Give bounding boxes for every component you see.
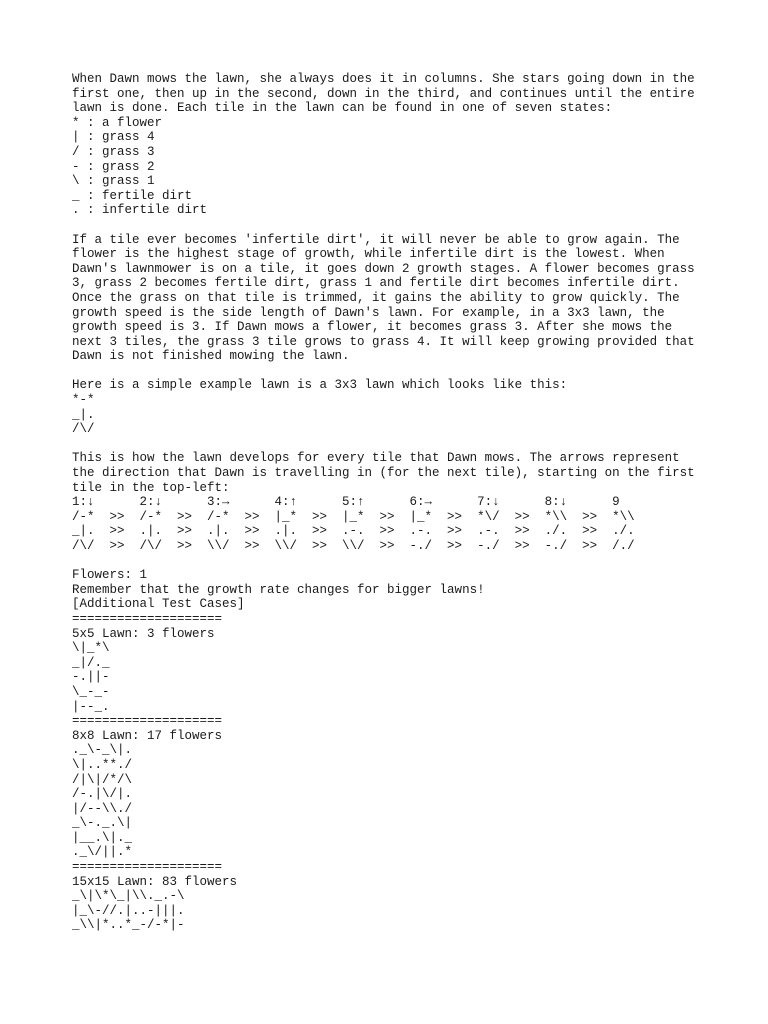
intro-paragraph: When Dawn mows the lawn, she always does it in columns. She stars going down in the first one, then up in the second, down in the third, and continues until the entire lawn is done. Each tile in the lawn can be found in one of seven states: * : a flower | : grass 4 / : grass 3 - : grass 2 \ : grass 1 _ : fertile dirt . : infertile dirt [72,72,695,218]
test-cases: Flowers: 1 Remember that the growth rate changes for bigger lawns! [Additional Test Cases] ==================== 5x5 Lawn: 3 flowers \|_*\ _|/._ -.||- \_-_- |--_. ==================== 8x8 Lawn: 17 flowers ._\-_\|. \|..**./ /|\|/*/\ /-.|\/|. |/--\\./ _\-._.\| |__.\|._ ._\/||.* ==================== 15x15 Lawn: 83 flowers _\|\*\_|\\._.-\ |_\-//.|..-|||. _\\|*..*_-/-*|- [72,568,485,933]
lawn-development-steps: This is how the lawn develops for every tile that Dawn mows. The arrows represent the direction that Dawn is travelling in (for the next tile), starting on the first tile in the top-left: 1:↓ 2:↓ 3:→ 4:↑ 5:↑ 6:→ 7:↓ 8:↓ 9 /-* >> /-* >> /-* >> |_* >> |_* >> |_* >> *\/ >> *\\ >> *\\ _|. >> .|. >> .|. >> .|. >> .-. >> .-. >> .-. >> ./. >> ./. /\/ >> /\/ >> \\/ >> \\/ >> \\/ >> -./ >> -./ >> -./ >> /./ [72,451,695,553]
example-lawn: Here is a simple example lawn is a 3x3 lawn which looks like this: *-* _|. /\/ [72,378,568,437]
document-page [72,72,712,933]
rules-paragraph: If a tile ever becomes 'infertile dirt', it will never be able to grow again. The flower is the highest stage of growth, while infertile dirt is the lowest. When Dawn's lawnmower is on a tile, it goes down 2 growth stages. A flower becomes grass 3, grass 2 becomes fertile dirt, grass 1 and fertile dirt becomes infertile dirt. Once the grass on that tile is trimmed, it gains the ability to grow quickly. The growth speed is the side length of Dawn's lawn. For example, in a 3x3 lawn, the growth speed is 3. If Dawn mows a flower, it becomes grass 3. After she mows the next 3 tiles, the grass 3 tile grows to grass 4. It will keep growing provided that Dawn is not finished mowing the lawn. [72,232,695,364]
